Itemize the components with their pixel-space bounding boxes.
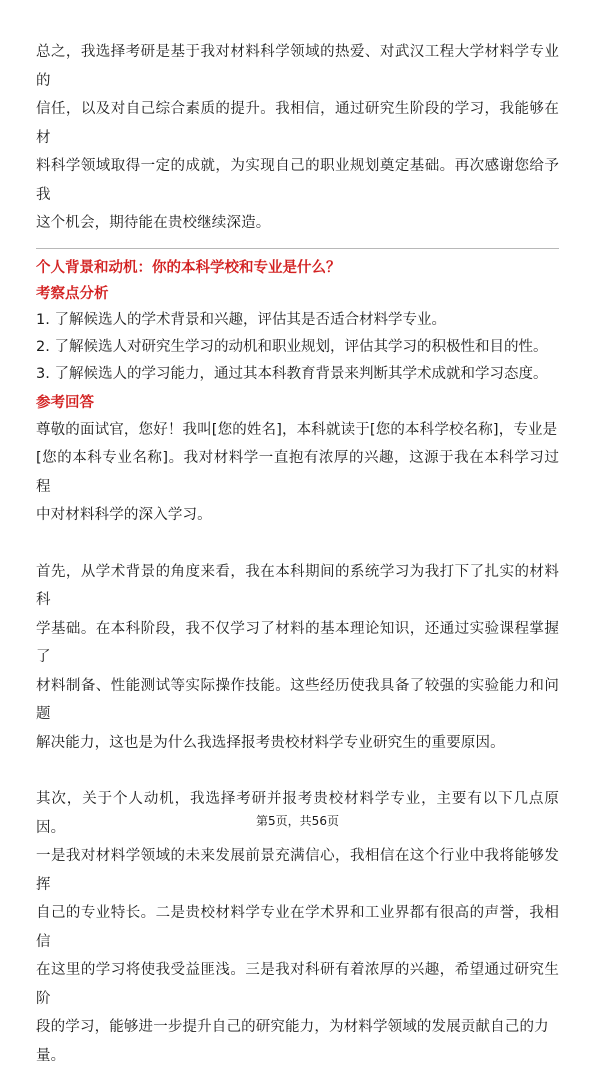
analysis-list xyxy=(36,307,559,388)
answer-paragraph-2 xyxy=(36,558,559,758)
list-item: 2. 了解候选人对研究生学习的动机和职业规划，评估其学习的积极性和目的性。 xyxy=(36,334,559,361)
text-line: 其次，关于个人动机，我选择考研并报考贵校材料学专业，主要有以下几点原因。 xyxy=(36,785,559,842)
text-line: 这个机会，期待能在贵校继续深造。 xyxy=(36,209,559,238)
page-content xyxy=(36,38,559,1070)
text-line: 材料制备、性能测试等实际操作技能。这些经历使我具备了较强的实验能力和问题 xyxy=(36,672,559,729)
text-line: 尊敬的面试官，您好！我叫[您的姓名]，本科就读于[您的本科学校名称]，专业是 xyxy=(36,416,559,445)
text-line: 解决能力，这也是为什么我选择报考贵校材料学专业研究生的重要原因。 xyxy=(36,729,559,758)
text-line: 自己的专业特长。二是贵校材料学专业在学术界和工业界都有很高的声誉，我相信 xyxy=(36,899,559,956)
section-divider xyxy=(36,248,559,249)
analysis-heading: 考察点分析 xyxy=(36,281,559,307)
text-line: 在这里的学习将使我受益匪浅。三是我对科研有着浓厚的兴趣，希望通过研究生阶 xyxy=(36,956,559,1013)
text-line: 量。 xyxy=(36,1042,559,1070)
text-line: 一是我对材料学领域的未来发展前景充满信心，我相信在这个行业中我将能够发挥 xyxy=(36,842,559,899)
list-item: 1. 了解候选人的学术背景和兴趣，评估其是否适合材料学专业。 xyxy=(36,307,559,334)
text-line: 中对材料科学的深入学习。 xyxy=(36,501,559,530)
question-title: 个人背景和动机：你的本科学校和专业是什么？ xyxy=(36,255,559,281)
page-footer: 第5页，共56页 xyxy=(0,812,595,829)
closing-paragraph xyxy=(36,38,559,238)
text-line: 学基础。在本科阶段，我不仅学习了材料的基本理论知识，还通过实验课程掌握了 xyxy=(36,615,559,672)
text-line: 信任，以及对自己综合素质的提升。我相信，通过研究生阶段的学习，我能够在材 xyxy=(36,95,559,152)
text-line: 总之，我选择考研是基于我对材料科学领域的热爱、对武汉工程大学材料学专业的 xyxy=(36,38,559,95)
text-line: [您的本科专业名称]。我对材料学一直抱有浓厚的兴趣，这源于我在本科学习过程 xyxy=(36,444,559,501)
text-line: 料科学领域取得一定的成就，为实现自己的职业规划奠定基础。再次感谢您给予我 xyxy=(36,152,559,209)
answer-paragraph-1 xyxy=(36,416,559,530)
list-item: 3. 了解候选人的学习能力，通过其本科教育背景来判断其学术成就和学习态度。 xyxy=(36,361,559,388)
text-line: 段的学习，能够进一步提升自己的研究能力，为材料学领域的发展贡献自己的力 xyxy=(36,1013,559,1042)
text-line: 首先，从学术背景的角度来看，我在本科期间的系统学习为我打下了扎实的材料科 xyxy=(36,558,559,615)
answer-heading: 参考回答 xyxy=(36,390,559,416)
